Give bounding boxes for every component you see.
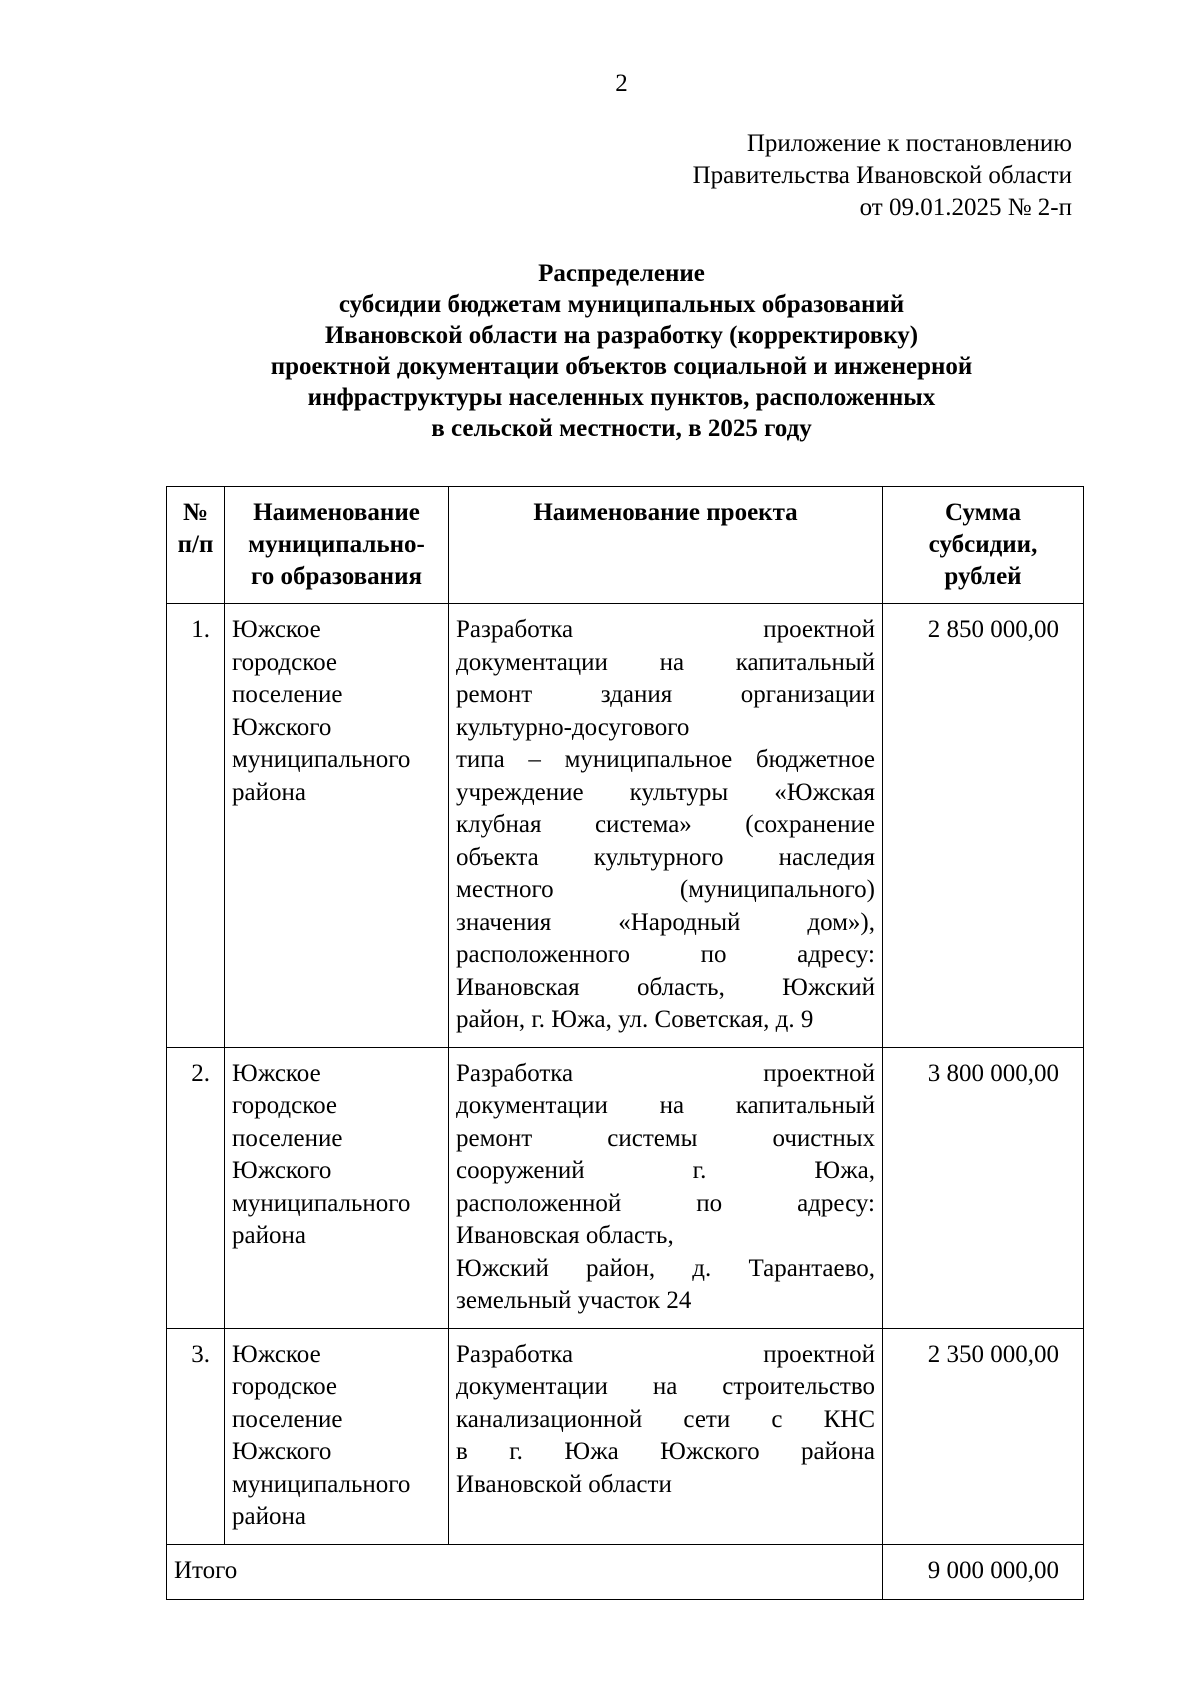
cell-line: значения «Народный дом»), (456, 908, 875, 936)
table-row (167, 1328, 1084, 1544)
cell-line: ремонт системы очистных (456, 1124, 875, 1152)
cell-line: местного (муниципального) (456, 876, 875, 903)
cell-line: муниципального (232, 1189, 411, 1217)
appendix-header (693, 128, 1072, 224)
appendix-line: Приложение к постановлению (746, 130, 1072, 157)
cell-line: клубная система» (сохранение (456, 811, 875, 838)
cell-line: Разработка проектной (456, 1340, 875, 1368)
subsidy-amount: 2 350 000,00 (883, 1328, 1084, 1544)
project-cell (449, 1328, 883, 1544)
cell-line: типа – муниципальное бюджетное (456, 746, 875, 773)
cell-line: культурно-досугового (456, 713, 690, 741)
appendix-line: от 09.01.2025 № 2-п (859, 194, 1072, 221)
total-row (167, 1544, 1084, 1600)
cell-line: Разработка проектной (456, 616, 875, 643)
municipality-cell (225, 1047, 449, 1328)
subsidy-amount: 3 800 000,00 (883, 1047, 1084, 1328)
header-text: рублей (944, 563, 1022, 590)
total-amount: 9 000 000,00 (883, 1544, 1084, 1600)
cell-line: сооружений г. Южа, (456, 1157, 875, 1184)
row-number: 2. (167, 1047, 225, 1328)
header-number (167, 487, 225, 604)
cell-line: Южский район, д. Тарантаево, (456, 1254, 875, 1282)
document-title (0, 258, 1200, 444)
cell-line: учреждение культуры «Южская (456, 778, 875, 806)
subsidy-table (166, 486, 1084, 1600)
cell-line: в г. Южа Южского района (456, 1438, 875, 1465)
title-line: проектной документации объектов социальной и инженерной (270, 353, 973, 380)
title-line: субсидии бюджетам муниципальных образований (338, 291, 905, 318)
subsidy-amount: 2 850 000,00 (883, 604, 1084, 1048)
project-cell (449, 1047, 883, 1328)
cell-line: канализационной сети с КНС (456, 1405, 875, 1433)
header-text: Наименование (253, 499, 420, 526)
cell-line: Разработка проектной (456, 1059, 875, 1087)
cell-line: городское (232, 1373, 338, 1400)
title-line: Распределение (538, 260, 705, 287)
cell-line: поселение (232, 1405, 343, 1433)
cell-line: поселение (232, 1124, 343, 1152)
cell-line: район, г. Южа, ул. Советская, д. 9 (456, 1006, 814, 1033)
header-text: п/п (177, 531, 214, 558)
cell-line: городское (232, 1092, 338, 1119)
cell-line: района (232, 1503, 306, 1530)
header-municipality (225, 487, 449, 604)
cell-line: Южское (232, 1059, 321, 1087)
appendix-line: Правительства Ивановской области (692, 162, 1072, 189)
table-row (167, 604, 1084, 1048)
cell-line: городское (232, 648, 338, 676)
title-line: в сельской местности, в 2025 году (431, 415, 812, 442)
total-label: Итого (167, 1544, 883, 1600)
header-text: субсидии, (928, 531, 1038, 558)
municipality-cell (225, 604, 449, 1048)
row-number: 1. (167, 604, 225, 1048)
cell-line: документации на капитальный (456, 648, 875, 676)
title-line: Ивановской области на разработку (корректировку) (324, 322, 919, 349)
cell-line: Ивановская область, (456, 1222, 674, 1249)
cell-line: Ивановская область, Южский (456, 973, 875, 1001)
cell-line: Южского (232, 713, 332, 741)
cell-line: Южское (232, 1340, 321, 1368)
cell-line: Ивановской области (456, 1470, 672, 1498)
cell-line: муниципального (232, 746, 411, 773)
header-sum (883, 487, 1084, 604)
header-text: го образования (251, 563, 422, 590)
cell-line: расположенной по адресу: (456, 1189, 875, 1217)
cell-line: Южского (232, 1438, 332, 1465)
table-header-row (167, 487, 1084, 604)
project-cell (449, 604, 883, 1048)
cell-line: ремонт здания организации (456, 681, 875, 708)
cell-line: поселение (232, 681, 343, 708)
cell-line: муниципального (232, 1470, 411, 1498)
header-text: муниципально- (248, 531, 425, 558)
title-line: инфраструктуры населенных пунктов, расположенных (307, 384, 936, 411)
cell-line: расположенного по адресу: (456, 941, 875, 968)
municipality-cell (225, 1328, 449, 1544)
cell-line: Южского (232, 1157, 332, 1184)
cell-line: документации на строительство (456, 1373, 875, 1400)
header-text: № (182, 499, 209, 526)
header-text: Наименование проекта (533, 499, 798, 526)
cell-line: земельный участок 24 (456, 1287, 692, 1314)
cell-line: Южское (232, 616, 321, 643)
row-number: 3. (167, 1328, 225, 1544)
cell-line: объекта культурного наследия (456, 843, 875, 871)
header-project (449, 487, 883, 604)
cell-line: документации на капитальный (456, 1092, 875, 1119)
page-number: 2 (615, 70, 628, 97)
table-row (167, 1047, 1084, 1328)
header-text: Сумма (945, 499, 1021, 526)
cell-line: района (232, 1222, 306, 1249)
cell-line: района (232, 778, 306, 806)
